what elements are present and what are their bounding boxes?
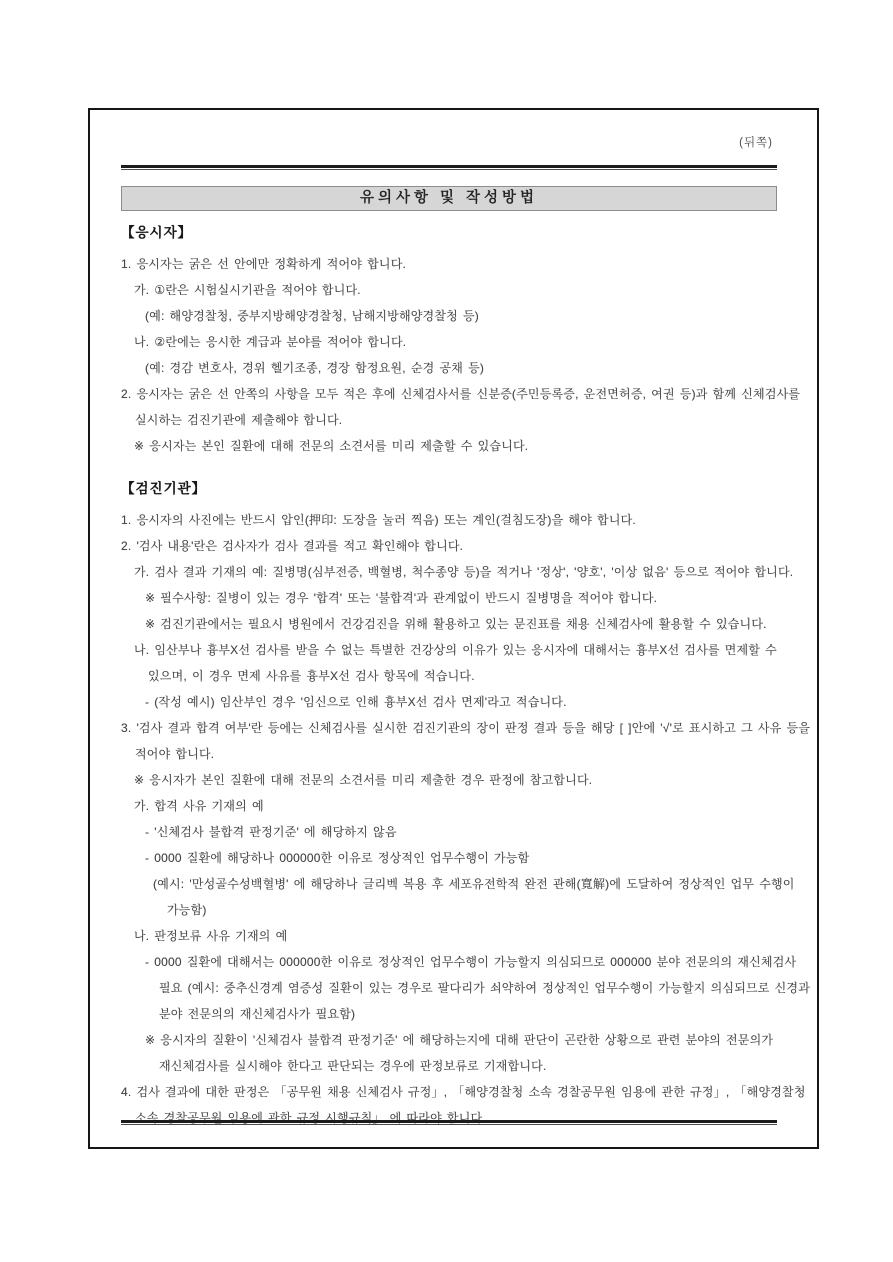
bottom-rule: [121, 1120, 777, 1125]
list-item: - 0000 질환에 해당하나 000000한 이유로 정상적인 업무수행이 가능함: [145, 851, 530, 865]
list-item: ※ 응시자가 본인 질환에 대해 전문의 소견서를 미리 제출한 경우 판정에 참고합니다.: [134, 773, 593, 787]
section-heading: 【응시자】: [121, 225, 193, 240]
sections: [121, 220, 811, 1131]
list-item: - '신체검사 불합격 판정기준' 에 해당하지 않음: [145, 825, 397, 839]
list-item: 가. 합격 사유 기재의 예: [134, 799, 264, 813]
list-item: (예시: '만성골수성백혈병' 에 해당하나 글리벡 복용 후 세포유전학적 완전 관해(寬解)에 도달하여 정상적인 업무 수행이 가능함): [153, 877, 795, 917]
list-item: - (작성 예시) 임산부인 경우 '임신으로 인해 흉부X선 검사 면제'라고 적습니다.: [145, 695, 567, 709]
section-heading: 【검진기관】: [121, 481, 207, 496]
list-item: ※ 응시자의 질환이 '신체검사 불합격 판정기준' 에 해당하는지에 대해 판단이 곤란한 상황으로 관련 분야의 전문의가 재신체검사를 실시해야 한다고 판단되는 경우에 판정보류로 기재합니다.: [145, 1033, 774, 1073]
list-item: 나. 판정보류 사유 기재의 예: [134, 929, 288, 943]
document-sheet: [88, 108, 819, 1149]
list-item: 1. 응시자는 굵은 선 안에만 정확하게 적어야 합니다.: [121, 257, 407, 271]
list-item: 가. ①란은 시험실시기관을 적어야 합니다.: [134, 283, 361, 297]
page-title: 유의사항 및 작성방법: [121, 186, 777, 211]
list-item: ※ 검진기관에서는 필요시 병원에서 건강검진을 위해 활용하고 있는 문진표를 채용 신체검사에 활용할 수 있습니다.: [145, 617, 767, 631]
section-medical-institution: [121, 476, 811, 1131]
list-item: ※ 필수사항: 질병이 있는 경우 '합격' 또는 '불합격'과 관계없이 반드시 질병명을 적어야 합니다.: [145, 591, 658, 605]
list-item: (예: 경감 변호사, 경위 헬기조종, 경장 함정요원, 순경 공채 등): [145, 361, 485, 375]
list-item: 4. 검사 결과에 대한 판정은 「공무원 채용 신체검사 규정」, 「해양경찰청 소속 경찰공무원 임용에 관한 규정」, 「해양경찰청 소속 경찰공무원 임용에 관한 규정 시행규칙」 에 따라야 합니다.: [121, 1085, 806, 1125]
list-item: - 0000 질환에 대해서는 000000한 이유로 정상적인 업무수행이 가능할지 의심되므로 000000 분야 전문의의 재신체검사 필요 (예시: 중추신경계 염증성 질환이 있는 경우로 팔다리가 쇠약하여 정상적인 업무수행이 가능할지 의심되므로 신경과 분야 전문의의 재신체검사가 필요함): [145, 955, 810, 1021]
back-side-label: (뒤쪽): [739, 137, 773, 149]
instructions-content: [90, 216, 817, 1131]
list-item: 가. 검사 결과 기재의 예: 질병명(심부전증, 백혈병, 척수종양 등)을 적거나 '정상', '양호', '이상 없음' 등으로 적어야 합니다.: [134, 565, 794, 579]
list-item: 나. ②란에는 응시한 계급과 분야를 적어야 합니다.: [134, 335, 407, 349]
list-item: 2. '검사 내용'란은 검사자가 검사 결과를 적고 확인해야 합니다.: [121, 539, 464, 553]
list-item: 1. 응시자의 사진에는 반드시 압인(押印: 도장을 눌러 찍음) 또는 계인(걸침도장)을 해야 합니다.: [121, 513, 636, 527]
list-item: ※ 응시자는 본인 질환에 대해 전문의 소견서를 미리 제출할 수 있습니다.: [134, 439, 529, 453]
list-item: 나. 임산부나 흉부X선 검사를 받을 수 없는 특별한 건강상의 이유가 있는 응시자에 대해서는 흉부X선 검사를 면제할 수 있으며, 이 경우 면제 사유를 흉부X선 검사 항목에 적습니다.: [134, 643, 777, 683]
list-item: (예: 해양경찰청, 중부지방해양경찰청, 남해지방해양경찰청 등): [145, 309, 479, 323]
list-item: 3. '검사 결과 합격 여부'란 등에는 신체검사를 실시한 검진기관의 장이 판정 결과 등을 해당 [ ]안에 '√'로 표시하고 그 사유 등을 적어야 합니다.: [121, 721, 811, 761]
section-applicant: [121, 220, 811, 459]
list-item: 2. 응시자는 굵은 선 안쪽의 사항을 모두 적은 후에 신체검사서를 신분증(주민등록증, 운전면허증, 여권 등)과 함께 신체검사를 실시하는 검진기관에 제출해야 합니다.: [121, 387, 801, 427]
top-rule: [121, 165, 777, 170]
